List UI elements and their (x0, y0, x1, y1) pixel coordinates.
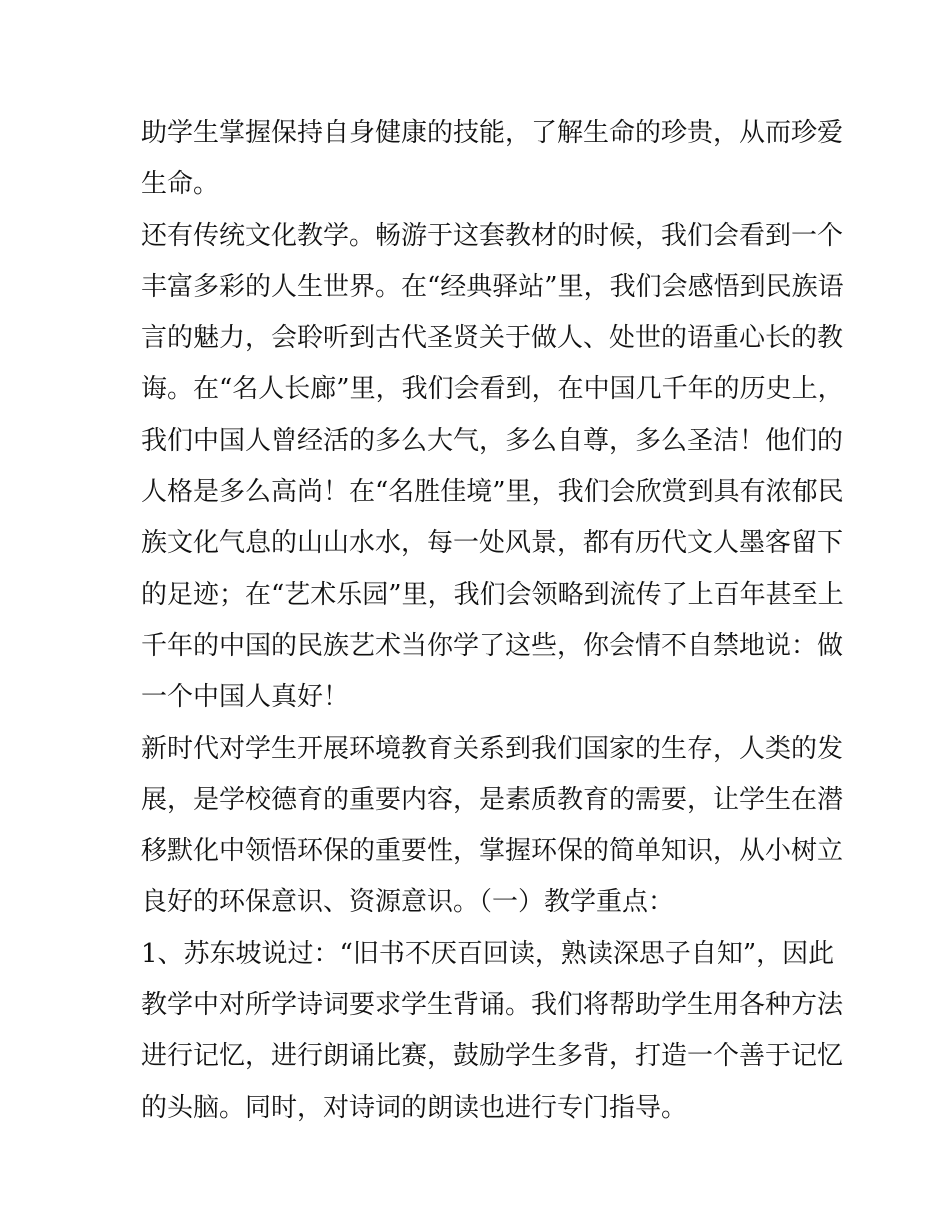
text-line: 诲。在“名人长廊”里，我们会看到，在中国几千年的历史上， (141, 374, 844, 405)
document-body (141, 108, 844, 1134)
text-line: 丰富多彩的人生世界。在“经典驿站”里，我们会感悟到民族语 (141, 271, 844, 302)
text-line: 进行记忆，进行朗诵比赛，鼓励学生多背，打造一个善于记忆 (141, 1041, 844, 1072)
text-line: 的足迹；在“艺术乐园”里，我们会领略到流传了上百年甚至上 (141, 579, 844, 610)
text-line: 良好的环保意识、资源意识。（一）教学重点： (141, 887, 675, 918)
text-line: 我们中国人曾经活的多么大气，多么自尊，多么圣洁！他们的 (141, 425, 844, 456)
text-line: 千年的中国的民族艺术当你学了这些，你会情不自禁地说：做 (141, 630, 844, 661)
text-line: 生命。 (141, 169, 220, 200)
text-line: 言的魅力，会聆听到古代圣贤关于做人、处世的语重心长的教 (141, 323, 844, 354)
text-line: 1、苏东坡说过：“旧书不厌百回读，熟读深思子自知”，因此 (141, 938, 835, 969)
text-line: 一个中国人真好！ (141, 682, 350, 713)
text-line: 移默化中领悟环保的重要性，掌握环保的简单知识，从小树立 (141, 836, 844, 867)
text-line: 族文化气息的山山水水，每一处风景，都有历代文人墨客留下 (141, 528, 844, 559)
text-line: 展，是学校德育的重要内容，是素质教育的需要，让学生在潜 (141, 784, 844, 815)
text-line: 教学中对所学诗词要求学生背诵。我们将帮助学生用各种方法 (141, 990, 844, 1021)
text-line: 还有传统文化教学。畅游于这套教材的时候，我们会看到一个 (141, 220, 844, 251)
text-line: 人格是多么高尚！在“名胜佳境”里，我们会欣赏到具有浓郁民 (141, 477, 844, 508)
text-line: 助学生掌握保持自身健康的技能，了解生命的珍贵，从而珍爱 (141, 118, 844, 148)
text-line: 的头脑。同时，对诗词的朗读也进行专门指导。 (141, 1092, 688, 1123)
text-line: 新时代对学生开展环境教育关系到我们国家的生存，人类的发 (141, 733, 844, 764)
